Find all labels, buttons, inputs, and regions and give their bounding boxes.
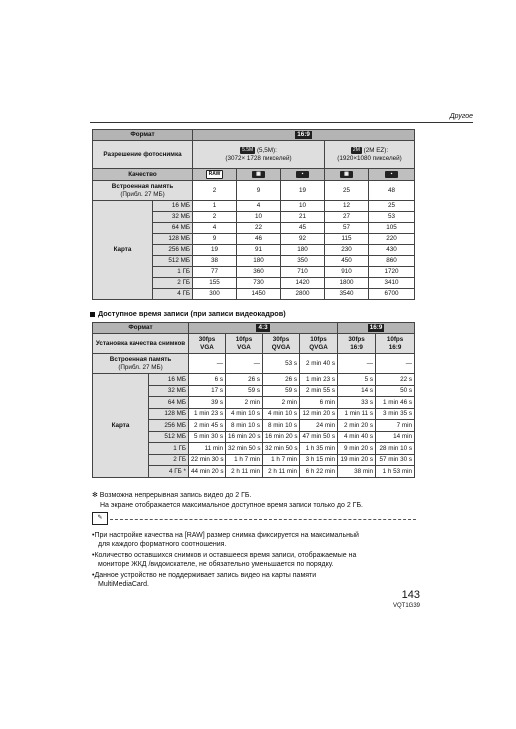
cell: 180 (237, 256, 281, 267)
cell: 2 min 45 s (189, 420, 226, 432)
cell: 220 (369, 234, 415, 245)
cell: 26 s (263, 374, 300, 386)
cell: 16 min 20 s (263, 431, 300, 443)
note-item: •Данное устройство не поддерживает запись видео на карты памяти MultiMediaCard. (92, 571, 317, 589)
cell: 5 s (338, 374, 376, 386)
cell: 2 min (263, 397, 300, 409)
cell: 2 h 11 min (226, 466, 263, 478)
card-size: 32 МБ (149, 385, 189, 397)
format-value: 16:9 (297, 131, 310, 139)
cell: 1720 (369, 267, 415, 278)
cell: 1 h 7 min (263, 454, 300, 466)
note-icon: ✎ (92, 512, 108, 525)
video-time-table (92, 322, 415, 478)
cell: 38 (193, 256, 237, 267)
card-size: 4 ГБ * (149, 466, 189, 478)
header-rule (90, 122, 473, 123)
cell: 10 (237, 212, 281, 223)
card-size: 128 МБ (149, 408, 189, 420)
cell: 92 (281, 234, 325, 245)
cell: 12 (325, 201, 369, 212)
cell: 22 min 30 s (189, 454, 226, 466)
cell: 1450 (237, 289, 281, 300)
cell: 9 (193, 234, 237, 245)
cell: 10 (281, 201, 325, 212)
cell: 3410 (369, 278, 415, 289)
cell: 45 (281, 223, 325, 234)
footnote-line: На экране отображается максимальное доступное время записи только до 2 ГБ. (100, 501, 363, 509)
card-size: 64 МБ (153, 223, 193, 234)
cell: 6 min (300, 397, 338, 409)
cell: — (376, 354, 415, 374)
card-label: Карта (93, 201, 153, 300)
cell: 19 min 20 s (338, 454, 376, 466)
square-bullet-icon (90, 312, 95, 317)
cell: — (226, 354, 263, 374)
cell: 2800 (281, 289, 325, 300)
cell: 57 (325, 223, 369, 234)
cell: 27 (325, 212, 369, 223)
cell: 21 (281, 212, 325, 223)
cell: 32 min 50 s (226, 443, 263, 455)
cell: 17 s (189, 385, 226, 397)
resolution-2m: 2M (2M EZ): (1920×1080 пикселей) (325, 141, 415, 169)
cell: 19 (281, 181, 325, 201)
cell: 9 (237, 181, 281, 201)
format-label: Формат (93, 130, 193, 141)
cell: 430 (369, 245, 415, 256)
cell: 48 (369, 181, 415, 201)
cell: 32 min 50 s (263, 443, 300, 455)
standard-quality-icon: ▪ (296, 171, 309, 178)
cell: 4 min 10 s (263, 408, 300, 420)
cell: 53 s (263, 354, 300, 374)
cell: 1 h 35 min (300, 443, 338, 455)
cell: 3 h 15 min (300, 454, 338, 466)
cell: 860 (369, 256, 415, 267)
cell: 105 (369, 223, 415, 234)
fine-quality-icon: ▦ (252, 171, 265, 178)
cell: 5 min 30 s (189, 431, 226, 443)
cell: 9 min 20 s (338, 443, 376, 455)
cell: 2 min (226, 397, 263, 409)
card-size: 2 ГБ (149, 454, 189, 466)
card-size: 64 МБ (149, 397, 189, 409)
page-number: 143 (401, 589, 420, 601)
cell: 33 s (338, 397, 376, 409)
cell: 155 (193, 278, 237, 289)
header-section-label: Другое (449, 113, 473, 120)
cell: 12 min 20 s (300, 408, 338, 420)
table-row (93, 374, 415, 386)
cell: 14 s (338, 385, 376, 397)
card-size: 2 ГБ (153, 278, 193, 289)
cell: 450 (325, 256, 369, 267)
cell: 4 min 40 s (338, 431, 376, 443)
cell: 8 min 10 s (226, 420, 263, 432)
video-quality-label: Установка качества снимков (93, 334, 189, 354)
card-size: 1 ГБ (153, 267, 193, 278)
cell: 50 s (376, 385, 415, 397)
divider (110, 519, 416, 520)
standard-quality-icon: ▪ (385, 171, 398, 178)
cell: 26 s (226, 374, 263, 386)
cell: 4 min 10 s (226, 408, 263, 420)
cell: 47 min 50 s (300, 431, 338, 443)
cell: 1 h 53 min (376, 466, 415, 478)
cell: 3 min 35 s (376, 408, 415, 420)
cell: 14 min (376, 431, 415, 443)
cell: 91 (237, 245, 281, 256)
resolution-label: Разрешение фотоснимка (93, 141, 193, 169)
fine-quality-icon: ▦ (340, 171, 353, 178)
cell: 11 min (189, 443, 226, 455)
card-size: 1 ГБ (149, 443, 189, 455)
cell: 38 min (338, 466, 376, 478)
cell: 39 s (189, 397, 226, 409)
cell: 28 min 10 s (376, 443, 415, 455)
cell: 2 min 20 s (338, 420, 376, 432)
video-column-header: 10fps 16:9 (376, 334, 415, 354)
cell: 24 min (300, 420, 338, 432)
video-format-label: Формат (93, 323, 189, 334)
video-column-header: 10fps QVGA (300, 334, 338, 354)
cell: 1420 (281, 278, 325, 289)
card-size: 16 МБ (153, 201, 193, 212)
note-item: •При настройке качества на [RAW] размер снимка фиксируется на максимальный для каждого форматного соотношения. (92, 532, 359, 549)
card-size: 32 МБ (153, 212, 193, 223)
cell: 1 min 11 s (338, 408, 376, 420)
cell: 350 (281, 256, 325, 267)
cell: 25 (369, 201, 415, 212)
cell: 180 (281, 245, 325, 256)
cell: 53 (369, 212, 415, 223)
footnote (92, 491, 363, 510)
cell: 1800 (325, 278, 369, 289)
cell: 57 min 30 s (376, 454, 415, 466)
cell: 360 (237, 267, 281, 278)
notes-list (92, 531, 412, 590)
cell: 2 min 40 s (300, 354, 338, 374)
video-column-header: 30fps QVGA (263, 334, 300, 354)
footnote-line: ✻ Возможна непрерывная запись видео до 2 ГБ. (92, 492, 252, 499)
card-size: 512 МБ (153, 256, 193, 267)
cell: — (338, 354, 376, 374)
card-size: 128 МБ (153, 234, 193, 245)
raw-quality-icon: RAW (206, 170, 224, 179)
cell: 2 h 11 min (263, 466, 300, 478)
video-section-title: Доступное время записи (при записи видеокадров) (90, 309, 286, 318)
cell: 59 s (226, 385, 263, 397)
cell: 1 min 23 s (189, 408, 226, 420)
cell: 2 (193, 212, 237, 223)
card-size: 256 МБ (149, 420, 189, 432)
cell: 22 (237, 223, 281, 234)
cell: 19 (193, 245, 237, 256)
cell: 25 (325, 181, 369, 201)
card-size: 512 МБ (149, 431, 189, 443)
cell: 2 min 55 s (300, 385, 338, 397)
quality-label: Качество (93, 169, 193, 181)
format-4-3: 4:3 (258, 324, 268, 332)
cell: 730 (237, 278, 281, 289)
card-size: 16 МБ (149, 374, 189, 386)
video-builtin-label: Встроенная память (Прибл. 27 МБ) (93, 354, 189, 374)
video-column-header: 30fps VGA (189, 334, 226, 354)
video-column-header: 30fps 16:9 (338, 334, 376, 354)
builtin-memory-label: Встроенная память (Прибл. 27 МБ) (93, 181, 193, 201)
res-5-5m-icon: 5.5M (242, 147, 254, 154)
cell: 4 (193, 223, 237, 234)
video-column-header: 10fps VGA (226, 334, 263, 354)
cell: 230 (325, 245, 369, 256)
cell: 8 min 10 s (263, 420, 300, 432)
note-item: •Количество оставшихся снимков и оставшееся время записи, отображаемые на мониторе ЖКД /видоискателе, не обязательно уменьшается по порядку. (92, 551, 357, 569)
model-code: VQT1G39 (392, 603, 420, 609)
cell: — (189, 354, 226, 374)
cell: 6700 (369, 289, 415, 300)
table-row (93, 201, 415, 212)
cell: 1 min 46 s (376, 397, 415, 409)
cell: 16 min 20 s (226, 431, 263, 443)
cell: 22 s (376, 374, 415, 386)
res-2m-icon: 2M (352, 147, 360, 154)
cell: 4 (237, 201, 281, 212)
cell: 1 min 23 s (300, 374, 338, 386)
video-card-label: Карта (93, 374, 149, 478)
cell: 910 (325, 267, 369, 278)
cell: 46 (237, 234, 281, 245)
resolution-5-5m: 5.5M (5,5M): (3072× 1728 пикселей) (193, 141, 325, 169)
cell: 1 (193, 201, 237, 212)
photo-capacity-table (92, 129, 415, 300)
cell: 710 (281, 267, 325, 278)
card-size: 4 ГБ (153, 289, 193, 300)
cell: 77 (193, 267, 237, 278)
cell: 59 s (263, 385, 300, 397)
card-size: 256 МБ (153, 245, 193, 256)
cell: 1 h 7 min (226, 454, 263, 466)
cell: 7 min (376, 420, 415, 432)
cell: 3540 (325, 289, 369, 300)
cell: 2 (193, 181, 237, 201)
format-16-9: 16:9 (369, 324, 383, 332)
cell: 115 (325, 234, 369, 245)
cell: 44 min 20 s (189, 466, 226, 478)
cell: 6 h 22 min (300, 466, 338, 478)
cell: 300 (193, 289, 237, 300)
cell: 6 s (189, 374, 226, 386)
